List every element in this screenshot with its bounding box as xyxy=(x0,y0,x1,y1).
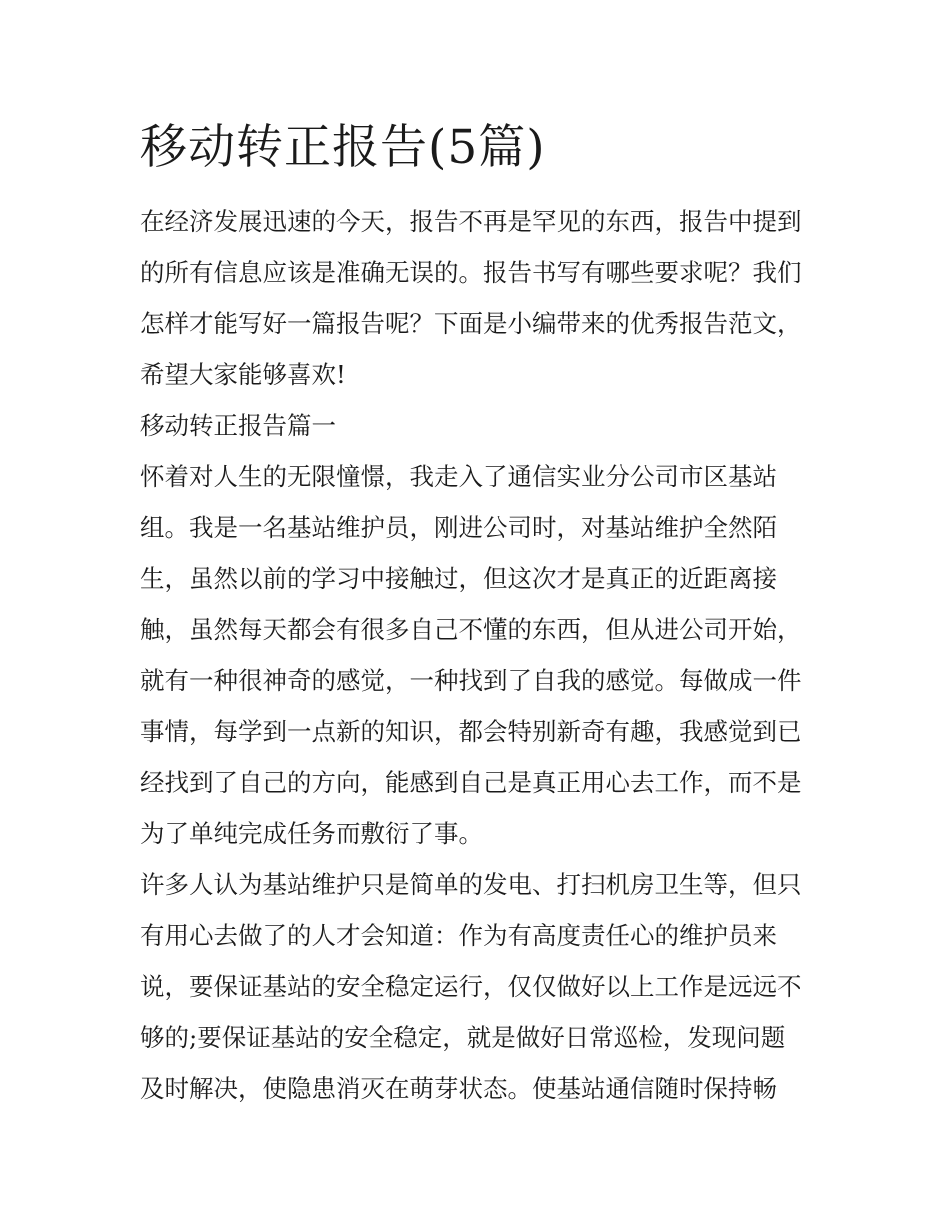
paragraph-line: 许多人认为基站维护只是简单的发电、打扫机房卫生等，但只 xyxy=(140,870,802,899)
paragraph-line: 希望大家能够喜欢! xyxy=(140,360,346,389)
paragraph-line: 触，虽然每天都会有很多自己不懂的东西，但从进公司开始， xyxy=(140,615,802,644)
document-title: 移动转正报告(5篇) xyxy=(140,120,546,175)
paragraph-line: 有用心去做了的人才会知道：作为有高度责任心的维护员来 xyxy=(140,921,777,950)
paragraph-line: 组。我是一名基站维护员，刚进公司时，对基站维护全然陌 xyxy=(140,513,777,542)
paragraph-line: 在经济发展迅速的今天，报告不再是罕见的东西，报告中提到 xyxy=(140,207,802,236)
paragraph-line: 为了单纯完成任务而敷衍了事。 xyxy=(140,819,483,848)
paragraph-line: 够的;要保证基站的安全稳定，就是做好日常巡检，发现问题 xyxy=(140,1023,786,1052)
paragraph-line: 怎样才能写好一篇报告呢？下面是小编带来的优秀报告范文， xyxy=(140,309,802,338)
paragraph-line: 及时解决，使隐患消灭在萌芽状态。使基站通信随时保持畅 xyxy=(140,1074,777,1103)
paragraph-line: 经找到了自己的方向，能感到自己是真正用心去工作，而不是 xyxy=(140,768,802,797)
paragraph-line: 说，要保证基站的安全稳定运行，仅仅做好以上工作是远远不 xyxy=(140,972,802,1001)
paragraph-line: 事情，每学到一点新的知识，都会特别新奇有趣，我感觉到已 xyxy=(140,717,802,746)
paragraph-line: 生，虽然以前的学习中接触过，但这次才是真正的近距离接 xyxy=(140,564,777,593)
paragraph-line: 怀着对人生的无限憧憬，我走入了通信实业分公司市区基站 xyxy=(140,462,777,491)
paragraph-line: 就有一种很神奇的感觉，一种找到了自我的感觉。每做成一件 xyxy=(140,666,802,695)
paragraph-line: 的所有信息应该是准确无误的。报告书写有哪些要求呢？我们 xyxy=(140,258,802,287)
section-heading: 移动转正报告篇一 xyxy=(140,411,336,440)
